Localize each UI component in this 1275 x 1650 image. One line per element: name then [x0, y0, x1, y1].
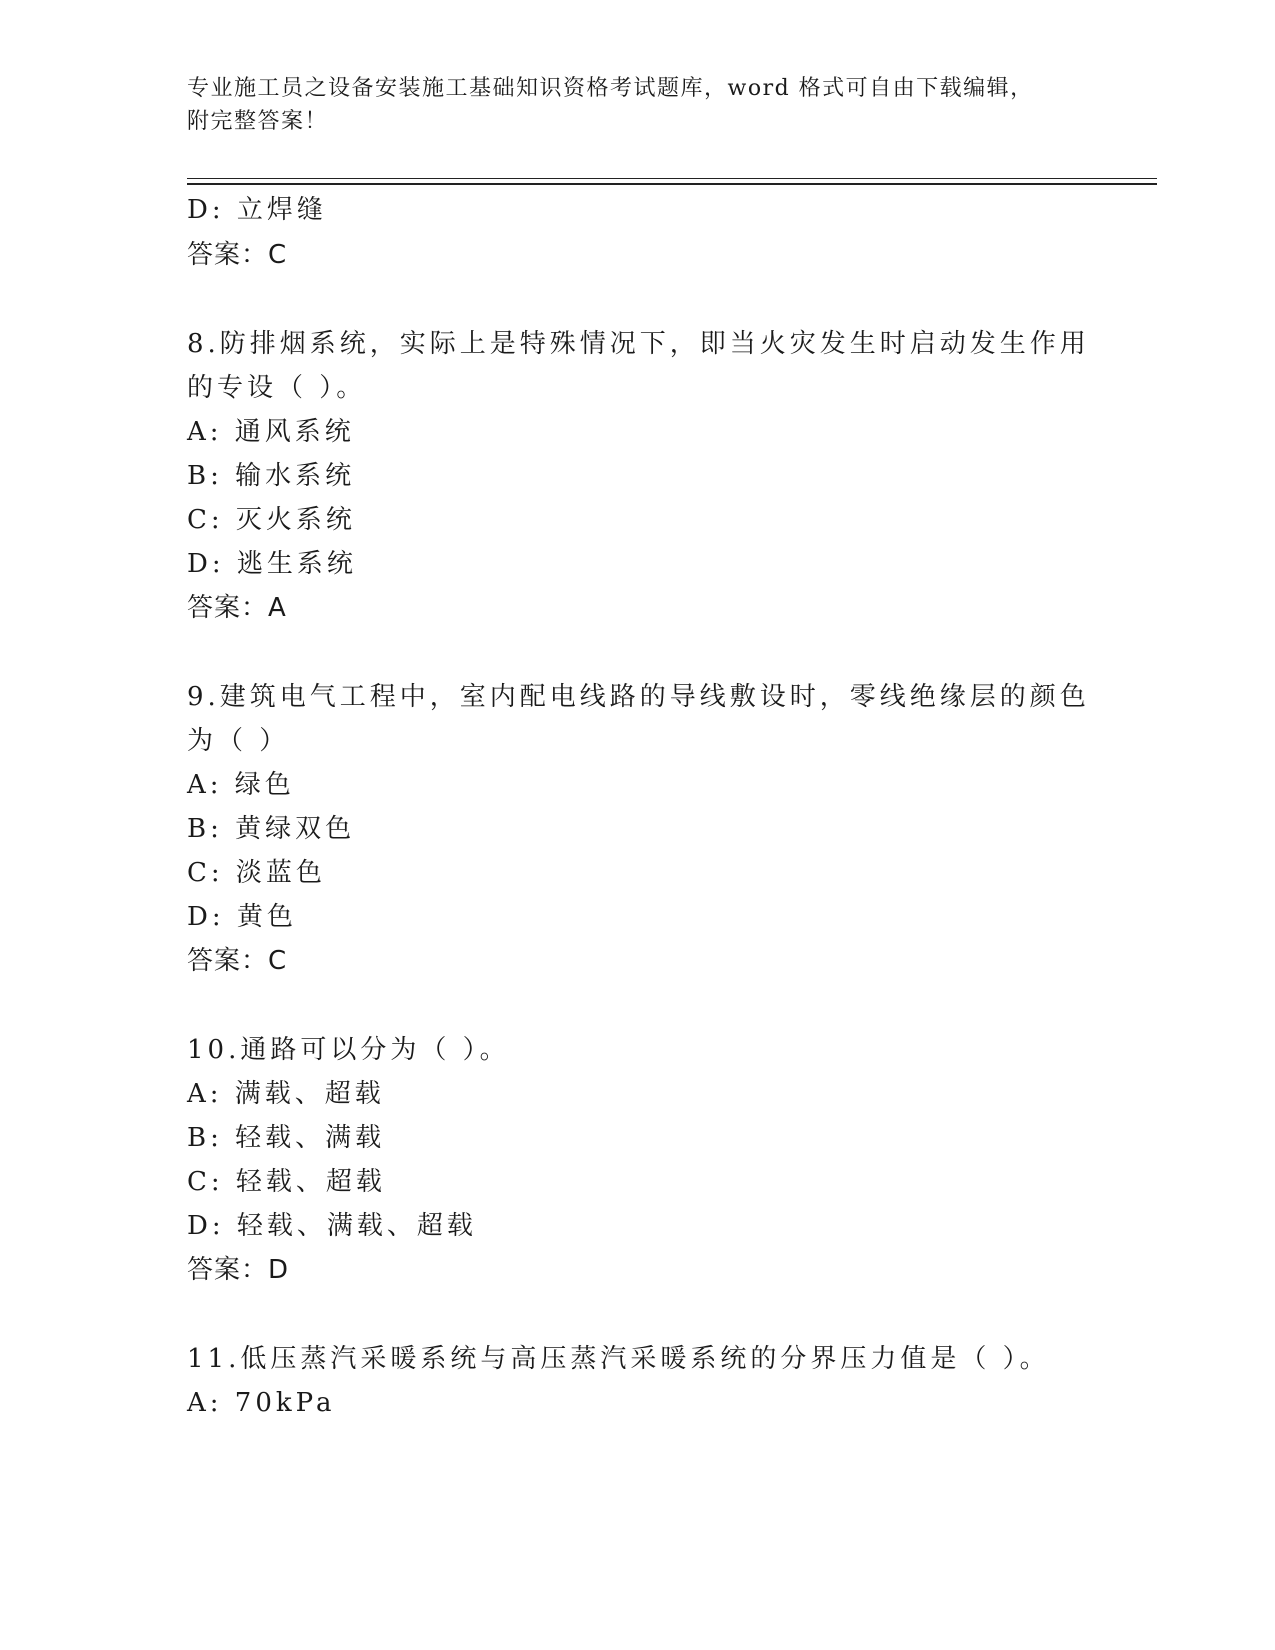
q9-answer: 答案：C [187, 946, 288, 976]
document-header [187, 72, 1067, 138]
q11-stem-line-1: 11.低压蒸汽采暖系统与高压蒸汽采暖系统的分界压力值是（ ）。 [187, 1344, 1050, 1374]
q11-option-a: A: 70kPa [187, 1388, 336, 1418]
q10-stem-line-1: 10.通路可以分为（ ）。 [187, 1035, 510, 1065]
q9-option-c: C: 淡蓝色 [187, 858, 326, 888]
q9-option-a: A: 绿色 [187, 770, 295, 800]
q10-option-d: D: 轻载、满载、超载 [187, 1211, 477, 1241]
q9-stem-line-1: 9.建筑电气工程中，室内配电线路的导线敷设时，零线绝缘层的颜色 [187, 682, 1090, 712]
q7-answer: 答案：C [187, 240, 288, 270]
q10-option-a: A: 满载、超载 [187, 1079, 385, 1109]
q10-option-b: B: 轻载、满载 [187, 1123, 386, 1153]
q8-stem-line-2: 的专设（ ）。 [187, 373, 367, 403]
q10-answer: 答案：D [187, 1255, 290, 1285]
header-divider-thin [187, 178, 1157, 179]
q8-option-c: C: 灭火系统 [187, 505, 356, 535]
q10-option-c: C: 轻载、超载 [187, 1167, 386, 1197]
q7-option-d: D: 立焊缝 [187, 195, 327, 225]
q9-option-d: D: 黄色 [187, 902, 297, 932]
q9-option-b: B: 黄绿双色 [187, 814, 356, 844]
q8-stem-line-1: 8.防排烟系统，实际上是特殊情况下，即当火灾发生时启动发生作用 [187, 329, 1090, 359]
q9-stem-line-2: 为（ ） [187, 726, 290, 756]
q8-answer: 答案：A [187, 593, 287, 623]
q8-option-b: B: 输水系统 [187, 461, 356, 491]
header-line-1: 专业施工员之设备安装施工基础知识资格考试题库，word 格式可自由下载编辑， [187, 76, 1034, 101]
q8-option-a: A: 通风系统 [187, 417, 355, 447]
header-divider-thick [187, 183, 1157, 185]
header-line-2: 附完整答案！ [187, 109, 329, 134]
q8-option-d: D: 逃生系统 [187, 549, 357, 579]
